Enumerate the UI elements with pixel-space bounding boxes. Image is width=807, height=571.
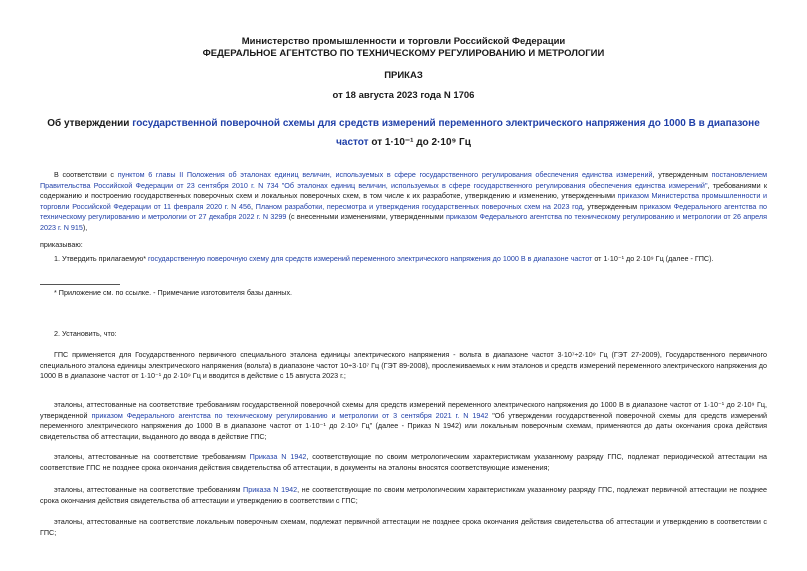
etalons-paragraph-4: эталоны, аттестованные на соответствие локальным поверочным схемам, подлежат первичной аттестации не позднее срока окончания действия свидетельства об аттестации и утверждению в соответствии с ГПС; (40, 517, 767, 537)
preamble-text-1: В соответствии с (54, 170, 118, 179)
preamble-link-1[interactable]: пунктом 6 главы II Положения об эталонах единиц величин, используемых в сфере государственного регулирования обеспечения единства измерений (117, 170, 653, 179)
etalons-paragraph-1 (40, 400, 767, 442)
agency-name: ФЕДЕРАЛЬНОЕ АГЕНТСТВО ПО ТЕХНИЧЕСКОМУ РЕГУЛИРОВАНИЮ И МЕТРОЛОГИИ (202, 48, 605, 59)
gps-paragraph: ГПС применяется для Государственного первичного специального эталона единицы электрического напряжения - вольта в диапазоне частот 3·10⁷÷2·10⁹ Гц (ГЭТ 27-2009), Государственного первичного специального эталона единицы электрического напряжения (вольта) в диапазоне частот 10÷3·10⁷ Гц (ГЭТ 89-2008), прослеживаемых к ним эталонов и средств измерений переменного электрического напряжения до 1000 В в диапазоне частот от 1·10⁻¹ до 2·10⁹ Гц и вводится в действие с 15 августа 2023 г.; (40, 350, 767, 381)
ministry-name: Министерство промышленности и торговли Российской Федерации (241, 36, 566, 47)
etalons-3-text-2: , не соответствующие по своим метрологическим характеристикам указанному разряду ГПС, подлежат первичной аттестации не позднее срока окончания действия свидетельства об аттестации и утверждению в соответствии с ГПС; (40, 485, 767, 505)
preamble-text-4: , (251, 201, 256, 211)
preamble-text-2: , утвержденным (652, 170, 712, 179)
title-prefix: Об утверждении (47, 118, 133, 129)
footnote-divider (40, 284, 120, 285)
etalons-1-text-2: "Об утверждении государственной поверочной схемы для средств измерений переменного электрического напряжения до 1000 В в диапазоне частот от 1·10⁻¹ до 2·10⁹ Гц" (далее - Приказ N 1942) или локальным поверочным схемам, применяются до даты окончания срока действия свидетельства об аттестации, выданного до ввода в действие ГПС; (40, 410, 767, 441)
item-1-text-1: 1. Утвердить прилагаемую* (54, 254, 149, 263)
document-title (40, 114, 767, 152)
etalons-paragraph-3 (40, 485, 767, 506)
etalons-2-text-1: эталоны, аттестованные на соответствие требованиям (54, 452, 250, 461)
footnote: * Приложение см. по ссылке. - Примечание изготовителя базы данных. (54, 288, 293, 297)
etalons-1-text-1: эталоны, аттестованные на соответствие требованиям государственной поверочной схемы для средств измерений переменного электрического напряжения до 1000 В в диапазоне частот от 1·10⁻¹ до 2·10⁹ Гц, утвержденной (40, 400, 767, 420)
preamble-text-7: ), (82, 222, 88, 232)
etalons-2-text-2: , соответствующие по своим метрологическим характеристикам указанному разряду ГПС, подлежат периодической аттестации на соответствие ГПС не позднее срока окончания действия свидетельства об аттестации, в документы на эталоны вносятся соответствующие изменения; (40, 452, 767, 472)
title-link[interactable]: государственной поверочной схемы для средств измерений переменного электрического напряжения до 1000 В в диапазоне частот (132, 118, 760, 148)
item-1 (40, 254, 767, 265)
item-2: 2. Установить, что: (54, 329, 117, 338)
title-suffix: от 1·10⁻¹ до 2·10⁹ Гц (368, 137, 471, 148)
preamble-link-3[interactable]: приказом Министерства промышленности и торговли Российской Федерации от 11 февраля 2020 г. N 456 (40, 191, 767, 211)
etalons-2-link[interactable]: Приказа N 1942 (249, 452, 307, 461)
preamble-link-6[interactable]: приказом Федерального агентства по техническому регулированию и метрологии от 26 апреля 2023 г. N 915 (40, 212, 767, 232)
item-1-text-2: от 1·10⁻¹ до 2·10⁹ Гц (далее - ГПС). (592, 254, 714, 263)
document-type: ПРИКАЗ (384, 70, 423, 81)
document-date-number: от 18 августа 2023 года N 1706 (332, 90, 475, 101)
preamble-link-5[interactable]: приказом Федерального агентства по техническому регулированию и метрологии от 27 декабря 2022 г. N 3299 (40, 201, 767, 222)
preamble-text-3: , требованиями к содержанию и построению государственных поверочных схем и локальных поверочных схем, в том числе к их разработке, утверждению и изменению, утвержденными (40, 180, 767, 201)
preamble-link-4[interactable]: Планом разработки, пересмотра и утверждения государственных поверочных схем на 2023 год (255, 201, 583, 211)
preamble-text-6: (с внесенными изменениями, утвержденными (286, 212, 446, 222)
etalons-paragraph-2 (40, 452, 767, 473)
preamble-text-5: , утвержденным (582, 201, 640, 211)
preamble-paragraph (40, 170, 767, 234)
etalons-3-text-1: эталоны, аттестованные на соответствие требованиям (54, 485, 244, 494)
etalons-3-link[interactable]: Приказа N 1942 (243, 485, 298, 494)
preamble-link-2[interactable]: постановлением Правительства Российской Федерации от 23 сентября 2010 г. N 734 "Об эталонах единиц величин, используемых в сфере государственного регулирования обеспечения единства измерений" (40, 170, 768, 190)
etalons-1-link[interactable]: приказом Федерального агентства по техническому регулированию и метрологии от 3 сентября 2021 г. N 1942 (91, 410, 489, 420)
item-1-link[interactable]: государственную поверочную схему для средств измерений переменного электрического напряжения до 1000 В в диапазоне частот (148, 254, 593, 263)
orders-line: приказываю: (40, 240, 83, 249)
